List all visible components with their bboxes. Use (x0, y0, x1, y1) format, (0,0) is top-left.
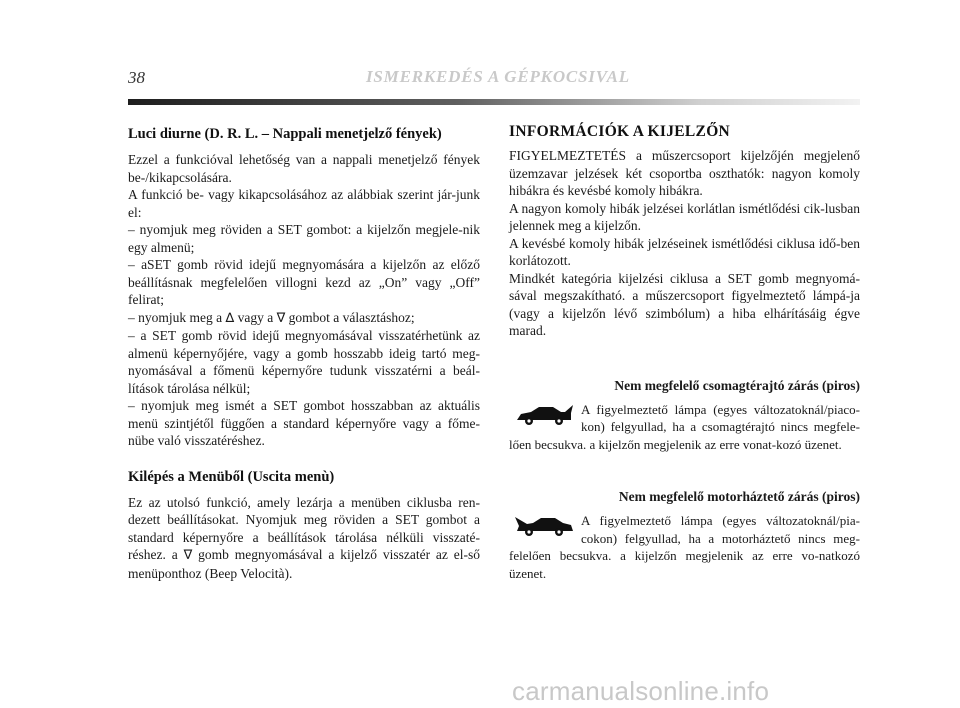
warning-bonnet-title: Nem megfelelő motorháztető zárás (piros) (618, 489, 860, 504)
drl-step-3-text-c: gombot a választáshoz; (288, 309, 415, 325)
drl-step-1: – nyomjuk meg röviden a SET gombot: a kijelzőn megjele-nik egy almenü; (128, 222, 480, 255)
info-paragraph-2: A nagyon komoly hibák jelzései korlátlan ismétlődési cik-lusban jelennek meg a kijelzőn. (509, 200, 860, 233)
warning-trunk-title: Nem megfelelő csomagtérajtó zárás (piros) (614, 377, 860, 393)
warning-bonnet (509, 488, 860, 582)
exit-text-b: gomb megnyomásával a kijelző visszatér az el-ső menüponthoz (Beep Velocità). (128, 547, 481, 581)
info-paragraph-3: A kevésbé komoly hibák jelzéseinek ismétlődési ciklusa idő-ben korlátozott. (509, 235, 860, 268)
drl-step-2: – aSET gomb rövid idejű megnyomására a kijelzőn az előző beállításnak megfelelően villogni kezd az „On” vagy „Off” felirat; (128, 257, 480, 307)
down-triangle-icon: ∇ (276, 310, 286, 326)
info-heading: INFORMÁCIÓK A KIJELZŐN (509, 123, 731, 140)
watermark: carmanualsonline.info (512, 676, 770, 706)
up-triangle-icon: ∆ (225, 310, 235, 326)
page-number: 38 (128, 68, 145, 87)
bonnet-open-car-icon (513, 514, 575, 538)
exit-heading: Kilépés a Menüből (Uscita menù) (128, 468, 335, 485)
drl-paragraph-2: A funkció be- vagy kikapcsolásához az alábbiak szerint jár-junk el: (128, 187, 480, 220)
exit-text-a: Ez az utolsó funkció, amely lezárja a menüben ciklusba ren-dezett beállításokat. Nyomjuk meg röviden a SET gombot a standard képernyőre a beállítások tárolása nélküli visszaté-réshez. a (128, 494, 480, 562)
right-column (509, 118, 860, 582)
warning-bonnet-text: A figyelmeztető lámpa (egyes változatoknál/pia-cokon) felgyullad, ha a motorháztető nincs meg-felelően becsukva. a kijelzőn megjelenik az erre vo-natkozó üzenet. (509, 513, 860, 581)
chapter-title: ISMERKEDÉS A GÉPKOCSIVAL (366, 67, 630, 86)
warning-trunk (509, 377, 860, 454)
drl-step-3-text-a: – nyomjuk meg a (128, 309, 223, 325)
info-paragraph-4: Mindkét kategória kijelzési ciklusa a SET gomb megnyomá-sával megszakítható. a műszercsoport figyelmeztető lámpá-ja (vagy a kijelzőn lévő szimbólum) a hiba elhárításáig égve marad. (509, 270, 860, 338)
drl-step-3 (128, 309, 480, 328)
drl-step-3-text-b: vagy a (237, 309, 274, 325)
drl-paragraph-1: Ezzel a funkcióval lehetőség van a nappali menetjelző fények be-/kikapcsolására. (128, 152, 480, 185)
down-triangle-icon: ∇ (183, 548, 193, 563)
header-rule (128, 99, 860, 105)
trunk-open-car-icon (513, 403, 575, 427)
drl-heading: Luci diurne (D. R. L. – Nappali menetjelző fények) (128, 126, 442, 142)
drl-step-4: – a SET gomb rövid idejű megnyomásával visszatérhetünk az almenü képernyőjére, vagy a gomb hosszabb ideig tartó meg-nyomásával a főmenü képernyőre tudunk visszatérni a beál-lítások tárolása nélkül; (128, 328, 480, 396)
warning-trunk-text: A figyelmeztető lámpa (egyes változatoknál/piaco-kon) felgyullad, ha a csomagtérajtó nincs megfele-lően becsukva. a kijelzőn megjelenik az erre vonat-kozó üzenet. (509, 401, 860, 452)
info-paragraph-1: FIGYELMEZTETÉS a műszercsoport kijelzőjén megjelenő üzemzavar jelzések két csoportba oszthatók: nagyon komoly hibákra és kevésbé komoly hibákra. (509, 148, 860, 198)
drl-step-5: – nyomjuk meg ismét a SET gombot hosszabban az aktuális menü szintjétől függően a standard képernyőre vagy a főme-nübe való visszatéréshez. (128, 398, 480, 448)
left-column (128, 118, 480, 582)
exit-paragraph (128, 494, 480, 583)
